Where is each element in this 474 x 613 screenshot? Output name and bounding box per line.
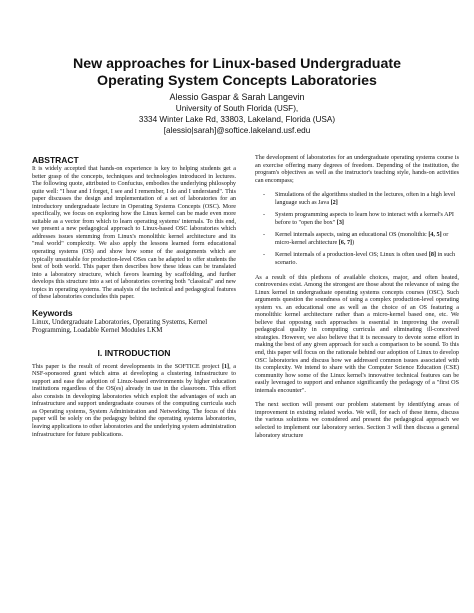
author-address: 3334 Winter Lake Rd, 33803, Lakeland, Florida (USA) <box>138 115 336 124</box>
title-line-2: Operating System Concepts Laboratories <box>97 73 377 89</box>
right-paragraph-1: The development of laboratories for an undergraduate operating systems course is an exercise offering many degrees of freedom. Depending of the institution, the program's objectives as well as the instructor's teaching style, hands-on activities can encompass; <box>255 155 459 184</box>
abstract-text: It is widely accepted that hands-on experience is key to helping students get a better grasp of the concepts, techniques and technologies introduced in lectures. The following quote, attributed to Confucius, embodies the underlying philosophy quite well: "I hear and I forget, I see and I remember, I do and I understand". This paper discusses the design and implementation of a set of laboratories for an introductory undergraduate lecture in Operating Systems Concepts (OSC). More specifically, we focus on exploring how the Linux kernel can be made even more suitable as a vector from which to learn operating systems' internals. To this end, we present a new pedagogical approach to Linux-based OSC laboratories which addresses issues stemming from Linux's monolithic kernel architecture and its "real world" complexity. We also apply the lessons learned form educational operating systems (OS) and show how some of the assignments which are typically unsuitable for production-level OSes can be adapted to offer students the best of both world. This paper then describes how these ideas can be translated into a laboratory structure, which favors learning by scaffolding, and further develops this structure into a set of laboratories covering both "classical" and new topics in operating systems. The analysis of the technical and pedagogical features of these laboratories concludes this paper. <box>32 166 236 301</box>
author-email: [alessio|sarah]@softice.lakeland.usf.edu <box>163 126 311 135</box>
intro-text-a: This paper is the result of recent developments in the SOFTICE project <box>32 363 222 370</box>
author-affiliation: University of South Florida (USF), <box>175 104 299 113</box>
paper-title <box>30 56 444 90</box>
activity-list <box>255 192 459 267</box>
introduction-heading: I. INTRODUCTION <box>97 347 171 358</box>
list-item-text: Kernel internals aspects, using an educational OS (monolithic <box>275 232 429 239</box>
bullet-dash: - <box>263 252 266 259</box>
citation-ref: [4, 5] <box>428 232 442 239</box>
right-paragraph-2: As a result of this plethora of available choices, major, and often heated, controversies exist. Among the strongest are those about the relevance of using the Linux kernel in undergraduate operating systems concepts courses (OSC). Such arguments question the soundness of using a complex production-level operating system vs. an educational one as well as the choice of an OS featuring a monolithic kernel architecture rather than a micro-kernel based one, etc. We believe that opposing such approaches is essential in improving the overall pedagogical quality in computing curricula and eliminating ill-conceived strategies. However, we also believe that it is necessary to devote some effort in making the best of any given approach for such a comparison to be sound. To this end, this paper will focus on the rationale behind our adoption of Linux to develop OSC laboratories and discuss how we addressed common issues associated with its complexity. We intend to share with the Computer Science Education (CSE) community how some of the Linux kernel's innovative technical features can be easily leveraged to support and enhance significantly the pedagogy of a "first OS internals encounter". <box>255 274 459 394</box>
left-column <box>32 155 236 439</box>
author-names: Alessio Gaspar & Sarah Langevin <box>169 92 305 102</box>
list-item-text: ) <box>352 239 355 246</box>
keywords-text: Linux, Undergraduate Laboratories, Operating Systems, Kernel Programming, Loadable Kernel Modules LKM <box>32 318 208 335</box>
right-column <box>255 155 459 440</box>
author-block <box>30 92 444 136</box>
bullet-dash: - <box>263 212 266 219</box>
list-item <box>255 212 459 227</box>
citation-ref: [1] <box>221 363 230 370</box>
citation-ref: [8] <box>428 252 436 259</box>
list-item-text: Simulations of the algorithms studied in the lectures, often in a high level language such as Java <box>275 192 456 206</box>
intro-text-b: , a NSF-sponsored grant which aims at developing a clustering infrastructure to support and ease the adoption of Linux-based environments by higher education institutions regardless of the OS(es) already in use in the classroom. This effort also consists in developing laboratories which exploit the advantages of such an infrastructure and support undergraduate courses of the computing curricula such as Operating systems, System Administration and Networking. The focus of this paper will be solely on the pedagogy behind the operating systems laboratories, leaving applications to other laboratories and the underlying system administration infrastructure for future publications. <box>32 363 237 438</box>
introduction-paragraph <box>32 364 236 439</box>
list-item <box>255 252 459 267</box>
citation-ref: [3] <box>336 219 344 226</box>
list-item-text: or micro-kernel architecture <box>275 232 449 246</box>
list-item-text: System programming aspects to learn how to interact with a kernel's API before to "open the box" <box>275 212 454 226</box>
abstract-heading: ABSTRACT <box>32 155 79 165</box>
list-item <box>255 192 459 207</box>
bullet-dash: - <box>263 232 266 239</box>
list-item <box>255 232 459 247</box>
right-paragraph-3: The next section will present our problem statement by identifying areas of improvement in existing related works. We will, for each of these items, discuss the various solutions we considered and present the pedagogical approach we selected to implement our laboratory series. Section 3 will then discuss a general laboratory structure <box>255 402 459 439</box>
list-item-text: in such scenario. <box>275 252 456 267</box>
title-line-1: New approaches for Linux-based Undergraduate <box>73 56 401 72</box>
keywords-heading: Keywords <box>32 307 73 318</box>
bullet-dash: - <box>263 192 266 199</box>
citation-ref: [6, 7] <box>338 239 353 246</box>
citation-ref: [2] <box>330 199 338 206</box>
list-item-text: Kernel internals of a production-level OS; Linux is often used <box>275 252 429 259</box>
